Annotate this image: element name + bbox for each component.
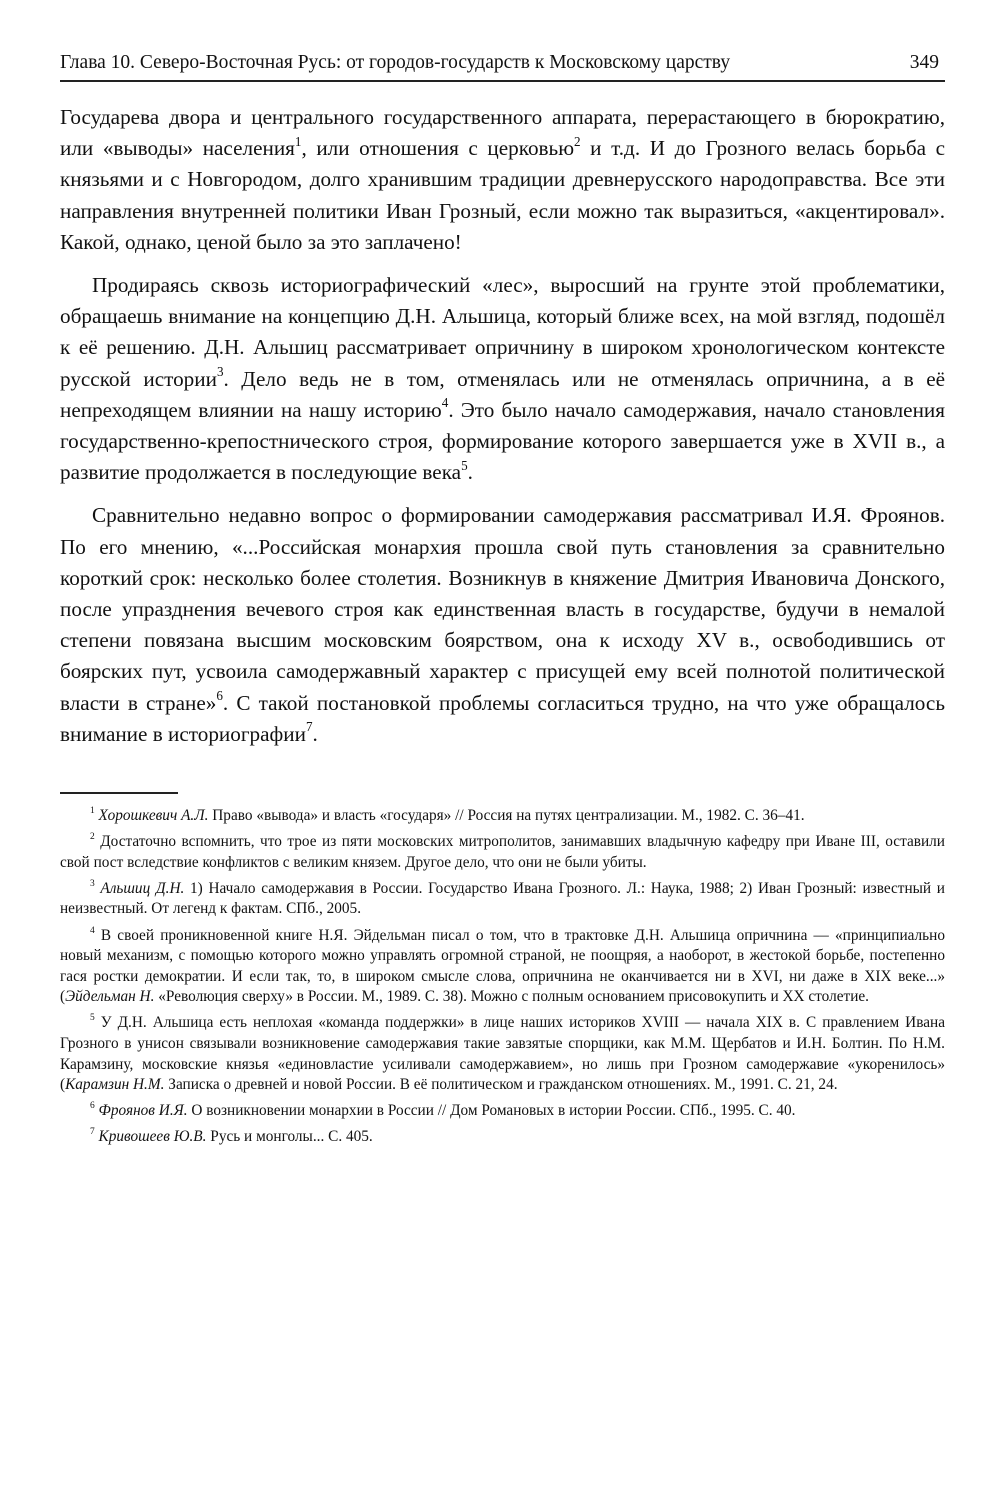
chapter-title: Глава 10. Северо-Восточная Русь: от городов-государств к Московскому царству — [60, 52, 731, 73]
text-run: и т.д. И до Грозного велась борьба с князьями и с Новгородом, долго хранившим традиции древнерусского народоправства. Все эти направления внутренней политики Иван Грозный, если можно так выразиться, «акцентировал». Какой, однако, ценой было за это заплачено! — [60, 136, 945, 254]
footnote — [60, 1127, 945, 1148]
text-run: У Д.Н. Альшица есть неплохая «команда поддержки» в лице наших историков XVIII — начала XIX в. С правлением Ивана Грозного в унисон связывали возникновение самодержавия такие завзятые спорщики, как М.М. Щербатов и И.Н. Болтин. По Н.М. Карамзину, московские князья «единовластие усиливали самодержавием», но лишь при Грозном самодержавие «укоренилось» ( — [60, 1014, 945, 1094]
footnote-ref: 7 — [90, 1127, 95, 1138]
footnote-ref: 3 — [90, 878, 95, 889]
text-run: . — [312, 721, 318, 746]
author-name: Альшиц Д.Н. — [94, 879, 185, 897]
footnote — [60, 1013, 945, 1095]
text-run: , или отношения с церковью — [301, 136, 575, 161]
footnote — [60, 926, 945, 1008]
footnote-ref: 1 — [294, 133, 302, 149]
text-run: Сравнительно недавно вопрос о формировании самодержавия рассматривал И.Я. Фроянов. По его мнению, «...Российская монархия прошла свой путь становления за сравнительно короткий срок: несколько более столетия. Возникнув в княжение Дмитрия Ивановича Донского, после упразднения вечевого строя как единственная власть в государстве, будучи в немалой степени повязана высшим московским боярством, она к исходу XV в., освободившись от боярских пут, усвоила самодержавный характер с присущей ему всей полнотой политической власти в стране» — [60, 503, 945, 715]
footnote-ref: 7 — [305, 719, 313, 735]
paragraph — [60, 102, 945, 258]
author-name: Кривошеев Ю.В. — [94, 1128, 207, 1146]
author-name: Эйдельман Н. — [65, 988, 155, 1006]
footnote-ref: 2 — [574, 133, 581, 149]
main-text — [60, 102, 945, 750]
text-run: . Это было начало самодержавия, начало становления государственно-крепостнического строя, формирование которого завершается уже в XVII в., а развитие продолжается в последующие века — [60, 397, 945, 485]
footnote-ref: 2 — [90, 832, 95, 843]
paragraph — [60, 270, 945, 488]
text-run: О возникновении монархии в России // Дом Романовых в истории России. СПб., 1995. С. 40. — [187, 1102, 796, 1120]
footnote-ref: 5 — [461, 457, 468, 473]
footnote — [60, 1101, 945, 1122]
text-run: Записка о древней и новой России. В её политическом и гражданском отношениях. М., 1991. С. 21, 24. — [164, 1076, 838, 1094]
author-name: Фроянов И.Я. — [94, 1102, 188, 1120]
author-name: Карамзин Н.М. — [65, 1076, 165, 1094]
text-run: 1) Начало самодержавия в России. Государство Ивана Грозного. Л.: Наука, 1988; 2) Иван Грозный: известный и неизвестный. От легенд к фактам. СПб., 2005. — [60, 879, 945, 918]
page-number: 349 — [909, 52, 939, 73]
footnote-ref: 4 — [441, 395, 449, 411]
paragraph — [60, 500, 945, 750]
text-run: . Дело ведь не в том, отменялась или не отменялась опричнина, а в её непреходящем влиянии на нашу историю — [60, 366, 946, 422]
book-page — [60, 52, 945, 1153]
footnote — [60, 806, 945, 827]
text-run: . С такой постановкой проблемы согласиться трудно, на что уже обращалось внимание в историографии — [60, 690, 945, 746]
text-run: «Революция сверху» в России. М., 1989. С. 38). Можно с полным основанием присовокупить и XX столетие. — [154, 988, 869, 1006]
text-run: . — [467, 460, 473, 485]
footnote-divider — [60, 792, 178, 794]
footnotes — [60, 806, 945, 1148]
text-run: Русь и монголы... С. 405. — [206, 1128, 373, 1146]
text-run: Государева двора и центрального государственного аппарата, перерастающего в бюрократию, или «выводы» населения — [60, 105, 945, 161]
text-run: Достаточно вспомнить, что трое из пяти московских митрополитов, занимавших владычную кафедру при Иване III, оставили свой пост вследствие конфликтов с великим князем. Другое дело, что они не были убиты. — [60, 833, 945, 871]
text-run: Продираясь сквозь историографический «лес», выросший на грунте этой проблематики, обращаешь внимание на концепцию Д.Н. Альшица, который ближе всех, на мой взгляд, подошёл к её решению. Д.Н. Альшиц рассматривает опричнину в широком хронологическом контексте русской истории — [60, 273, 945, 391]
footnote-ref: 6 — [90, 1101, 95, 1112]
footnote-ref: 4 — [90, 925, 95, 936]
text-run: В своей проникновенной книге Н.Я. Эйдельман писал о том, что в трактовке Д.Н. Альшица опричнина — «принципиально новый механизм, с помощью которого можно управлять огромной страной, не поощряя, а наоборот, в жестокой борьбе, постепенно гася ростки демократии. И если так, то, в широком смысле слова, опричнина не оканчивается ни в XVI, ни даже в XIX веке...» ( — [60, 926, 945, 1006]
footnote-ref: 5 — [90, 1013, 95, 1024]
text-run: Право «вывода» и власть «государя» // Россия на путях централизации. М., 1982. С. 36–41. — [208, 807, 805, 825]
running-header — [60, 52, 945, 82]
footnote-ref: 3 — [216, 364, 224, 380]
author-name: Хорошкевич А.Л. — [94, 807, 209, 825]
footnote — [60, 832, 945, 873]
footnote-ref: 6 — [216, 688, 223, 704]
footnote-ref: 1 — [90, 806, 95, 817]
footnote — [60, 879, 945, 920]
